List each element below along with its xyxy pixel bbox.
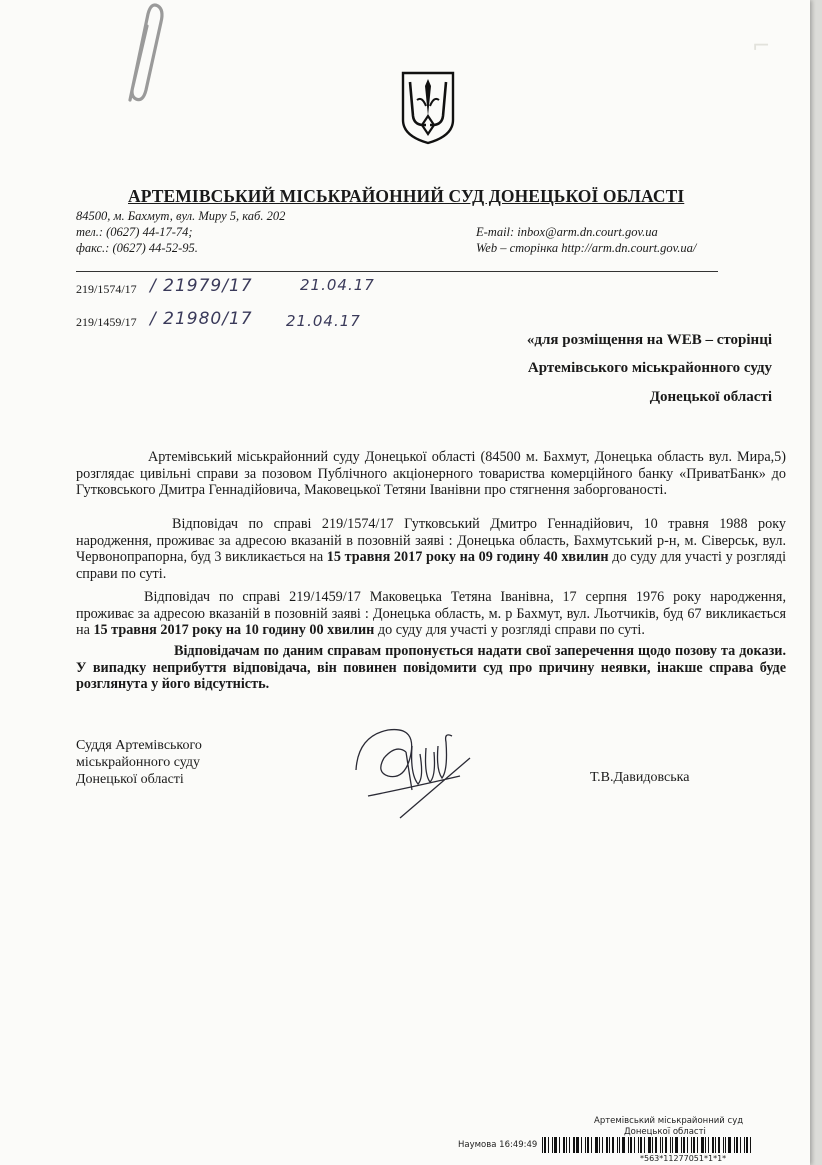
recipient-line-3: Донецької області [649,389,772,405]
barcode-bar [619,1137,620,1153]
paragraph-defendant-2 [76,589,786,639]
court-fax: факс.: (0627) 44-52-95. [76,241,198,255]
barcode-bar [606,1137,608,1153]
handwritten-date-2: 21.04.17 [286,312,361,330]
barcode-bar [622,1137,625,1153]
barcode-bar [687,1137,688,1153]
barcode-bar [576,1137,579,1153]
barcode-bar [569,1137,570,1153]
judge-title-line-3: Донецької області [76,772,184,787]
barcode-bar [736,1137,738,1153]
barcode-bar [728,1137,731,1153]
court-phone: тел.: (0627) 44-17-74; [76,225,193,239]
paragraph-defendant-2-text: Відповідач по справі 219/1459/17 Маковецька Тетяна Іванівна, 17 серпня 1976 року народження, проживає за адресою вказаній в позовній заяві : Донецька область, м. р Бахмут, вул. Льотчиків, буд 67 викликається на [76,589,786,639]
hearing-datetime-2: 15 травня 2017 року на 10 годину 00 хвилин [93,622,375,639]
barcode-code: *563*11277051*1*1* [640,1154,727,1163]
barcode-bar [660,1137,661,1153]
barcode-bar [634,1137,635,1153]
header-divider [76,271,718,272]
barcode-bar [705,1137,706,1153]
judge-title-line-2: міськрайонного суду [76,755,201,770]
recipient-line-2: Артемівського міськрайонного суду [527,360,772,376]
stamp-court-name: Артемівський міськрайонний суд [594,1116,744,1126]
barcode-bar [718,1137,720,1153]
barcode-bar [665,1137,667,1153]
barcode-bar [740,1137,741,1153]
stamp-clerk-time: Наумова 16:49:49 [458,1140,538,1150]
barcode-bar [681,1137,682,1153]
barcode-bar [640,1137,642,1153]
barcode-bar [638,1137,639,1153]
barcode-bar [542,1137,543,1153]
barcode-bar [672,1137,673,1153]
judge-title [76,737,202,788]
court-address: 84500, м. Бахмут, вул. Миру 5, каб. 202 [76,209,286,223]
barcode-bar [708,1137,709,1153]
barcode-bar [675,1137,678,1153]
barcode-bar [566,1137,567,1153]
barcode-bar [559,1137,560,1153]
barcode-bar [591,1137,592,1153]
paragraph-defendant-2-tail: до суду для участі у розгляді справи по суті. [374,622,645,639]
barcode-bar [746,1137,748,1153]
barcode-bar [552,1137,553,1153]
handwritten-reg-number-1: / 21979/17 [150,276,253,296]
barcode-bar [683,1137,685,1153]
barcode-bar [691,1137,692,1153]
barcode-bar [587,1137,589,1153]
paragraph-notice: Відповідачам по даним справам пропонується надати свої заперечення щодо позову та докази. У випадку неприбуття відповідача, він повинен повідомити суд про причину неявки, інакше справа буде розглянута у його відсутність. [76,643,786,693]
court-website: Web – сторінка http://arm.dn.court.gov.ua/ [476,241,697,255]
barcode-bar [630,1137,632,1153]
handwritten-signature [348,718,478,828]
judge-name: Т.В.Давидовська [590,770,690,785]
paragraph-defendant-1-tail: до суду для участі у розгляді справи по суті. [76,549,787,582]
handwritten-date-1: 21.04.17 [300,276,375,294]
barcode-bar [725,1137,726,1153]
barcode-bar [609,1137,610,1153]
barcode-bar [595,1137,598,1153]
barcode-bar [563,1137,565,1153]
barcode-bar [652,1137,653,1153]
barcode-bar [544,1137,546,1153]
barcode-bar [697,1137,698,1153]
barcode-bar [750,1137,751,1153]
barcode-bar [701,1137,704,1153]
barcode-bar [602,1137,603,1153]
barcode [542,1137,812,1153]
court-email: E-mail: inbox@arm.dn.court.gov.ua [476,225,658,239]
barcode-bar [554,1137,557,1153]
barcode-bar [734,1137,735,1153]
paperclip-icon [118,0,168,110]
barcode-bar [712,1137,714,1153]
barcode-bar [617,1137,618,1153]
barcode-bar [548,1137,549,1153]
stamp-region: Донецької області [624,1127,706,1137]
paragraph-intro: Артемівський міськрайонний суду Донецької області (84500 м. Бахмут, Донецька область вул. Мира,5) розглядає цивільні справи за позовом Публічного акціонерного товариства комерційного банку «ПриватБанк» до Гутковського Дмитра Геннадійовича, Маковецької Тетяни Іванівни про стягнення заборгованості. [76,449,786,499]
barcode-bar [644,1137,645,1153]
barcode-bar [628,1137,629,1153]
barcode-bar [662,1137,663,1153]
barcode-bar [648,1137,651,1153]
faint-page-mark: ⌐ [752,34,771,59]
barcode-bar [693,1137,695,1153]
judge-title-line-1: Суддя Артемівського [76,738,202,753]
court-title: АРТЕМІВСЬКИЙ МІСЬКРАЙОННИЙ СУД ДОНЕЦЬКОЇ ОБЛАСТІ [128,186,685,206]
barcode-bar [573,1137,575,1153]
barcode-bar [599,1137,600,1153]
barcode-bar [670,1137,671,1153]
barcode-bar [581,1137,582,1153]
paragraph-defendant-1-text: Відповідач по справі 219/1574/17 Гутковський Дмитро Геннадійович, 10 травня 1988 року народження, проживає за адресою вказаній в позовній заяві : Донецька область, Бахмутський р-н, м. Сіверськ, вул. Червонопрапорна, буд 3 викликається на [76,516,786,566]
barcode-bar [612,1137,614,1153]
barcode-bar [585,1137,586,1153]
case-number-2: 219/1459/17 [76,315,137,329]
coat-of-arms-icon [400,70,456,146]
barcode-bar [655,1137,657,1153]
barcode-bar [723,1137,724,1153]
recipient-line-1: «для розміщення на WEB – сторінці [526,332,772,348]
hearing-datetime-1: 15 травня 2017 року на 09 годину 40 хвилин [326,549,609,566]
barcode-bar [744,1137,745,1153]
barcode-bar [715,1137,716,1153]
paragraph-defendant-1 [76,516,786,582]
handwritten-reg-number-2: / 21980/17 [150,309,253,329]
case-number-1: 219/1574/17 [76,282,137,296]
